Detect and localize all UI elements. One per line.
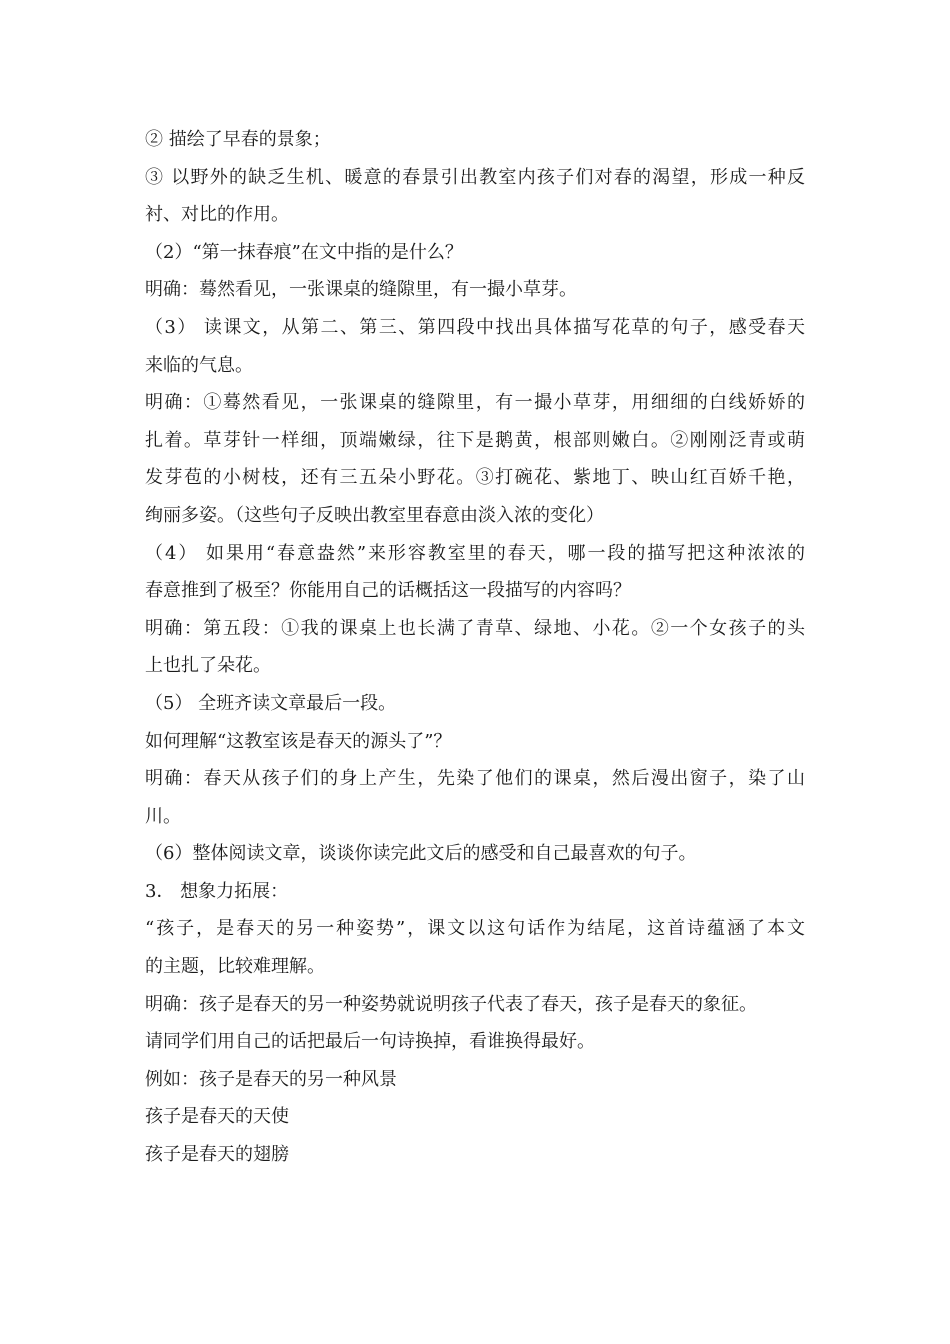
- text-line: 来临的气息。: [145, 354, 253, 376]
- text-line: 川。: [145, 805, 181, 827]
- text-line: “孩子，是春天的另一种姿势”，课文以这句话作为结尾，这首诗蕴涵了本文: [145, 918, 805, 940]
- text-line: 明确：①蓦然看见，一张课桌的缝隙里，有一撮小草芽，用细细的白线娇娇的: [145, 392, 805, 414]
- text-line: 孩子是春天的天使: [145, 1106, 289, 1128]
- text-line: 明确：孩子是春天的另一种姿势就说明孩子代表了春天，孩子是春天的象征。: [145, 993, 757, 1015]
- text-line: （3） 读课文，从第二、第三、第四段中找出具体描写花草的句子，感受春天: [145, 316, 805, 338]
- text-line: 3． 想象力拓展：: [145, 880, 289, 902]
- text-line: 明确：春天从孩子们的身上产生，先染了他们的课桌，然后漫出窗子，染了山: [145, 768, 805, 790]
- text-line: （2）“第一抹春痕”在文中指的是什么？: [145, 241, 463, 263]
- text-line: 的主题，比较难理解。: [145, 956, 325, 978]
- text-line: 发芽苞的小树枝，还有三五朵小野花。③打碗花、紫地丁、映山红百娇千艳，: [145, 467, 805, 489]
- text-line: 请同学们用自己的话把最后一句诗换掉，看谁换得最好。: [145, 1031, 595, 1053]
- text-line: （6）整体阅读文章，谈谈你读完此文后的感受和自己最喜欢的句子。: [145, 843, 697, 865]
- text-line: （5） 全班齐读文章最后一段。: [145, 692, 397, 714]
- text-line: 绚丽多姿。（这些句子反映出教室里春意由淡入浓的变化）: [145, 504, 604, 526]
- text-line: 例如：孩子是春天的另一种风景: [145, 1068, 397, 1090]
- text-line: 明确：蓦然看见，一张课桌的缝隙里，有一撮小草芽。: [145, 279, 577, 301]
- text-line: 如何理解“这教室该是春天的源头了”？: [145, 730, 452, 752]
- text-line: ② 描绘了早春的景象；: [145, 129, 331, 150]
- text-line: 孩子是春天的翅膀: [145, 1144, 289, 1166]
- text-line: 春意推到了极至？你能用自己的话概括这一段描写的内容吗？: [145, 580, 631, 602]
- text-line: 衬、对比的作用。: [145, 204, 289, 226]
- text-line: 明确：第五段：①我的课桌上也长满了青草、绿地、小花。②一个女孩子的头: [145, 617, 805, 639]
- text-line: 上也扎了朵花。: [145, 655, 271, 677]
- text-line: ③ 以野外的缺乏生机、暖意的春景引出教室内孩子们对春的渴望，形成一种反: [145, 166, 805, 188]
- text-line: （4） 如果用“春意盎然”来形容教室里的春天，哪一段的描写把这种浓浓的: [145, 542, 805, 564]
- document-body: [145, 121, 805, 1174]
- text-line: 扎着。草芽针一样细，顶端嫩绿，往下是鹅黄，根部则嫩白。②刚刚泛青或萌: [145, 429, 805, 451]
